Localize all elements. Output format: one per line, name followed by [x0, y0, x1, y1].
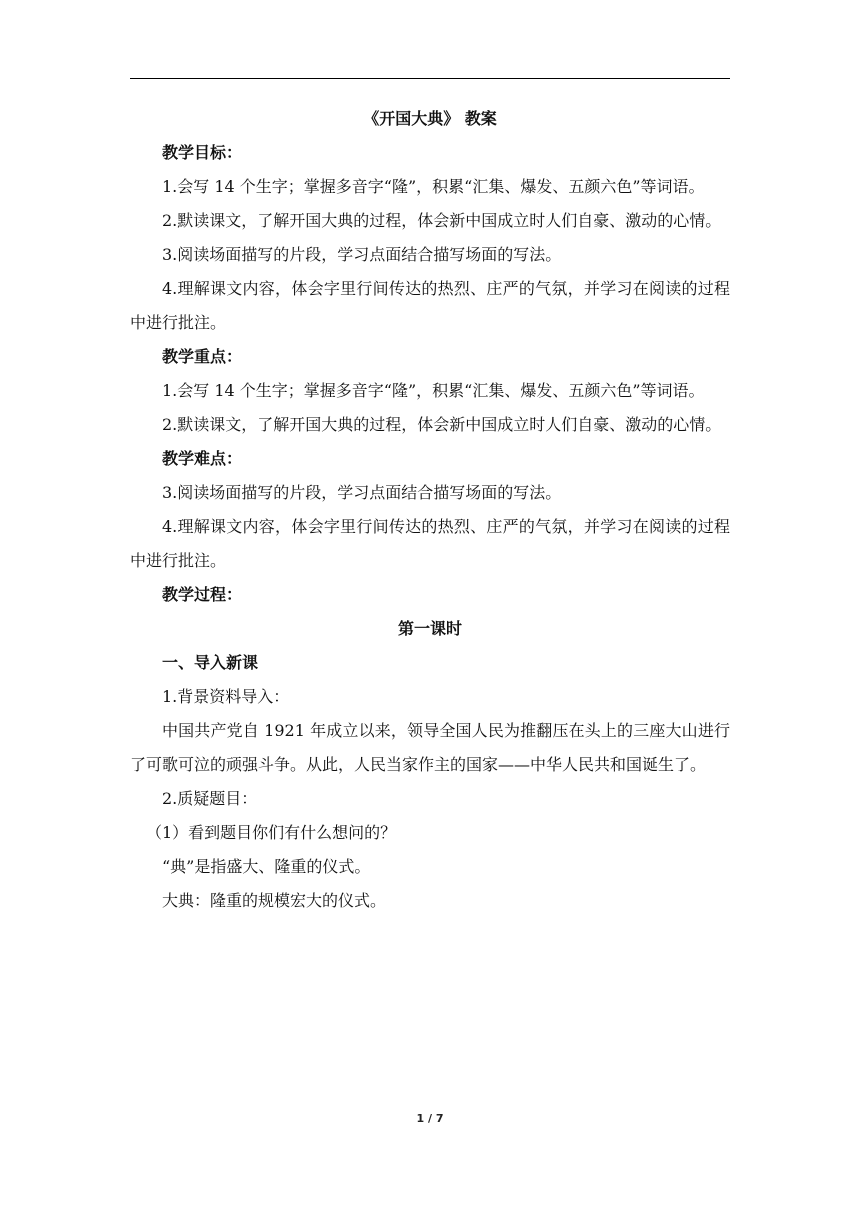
difficulty-item-1: 3.阅读场面描写的片段，学习点面结合描写场面的写法。	[162, 483, 562, 502]
part-one-item-2: 2.质疑题目：	[162, 789, 258, 808]
key-points-heading: 教学重点：	[162, 347, 243, 366]
document-title: 《开国大典》 教案	[363, 109, 497, 128]
difficulties-heading: 教学难点：	[162, 449, 243, 468]
part-one-heading: 一、导入新课	[162, 653, 259, 672]
objective-item-3: 3.阅读场面描写的片段，学习点面结合描写场面的写法。	[162, 245, 562, 264]
page-content	[130, 102, 730, 918]
objective-item-4: 4.理解课文内容，体会字里行间传达的热烈、庄严的气氛，并学习在阅读的过程中进行批注。	[130, 279, 730, 332]
objective-item-1: 1.会写 14 个生字；掌握多音字“隆”，积累“汇集、爆发、五颜六色”等词语。	[162, 177, 705, 196]
key-point-item-2: 2.默读课文，了解开国大典的过程，体会新中国成立时人们自豪、激动的心情。	[162, 415, 722, 434]
lesson-heading: 第一课时	[397, 619, 462, 638]
part-one-dadian-definition: 大典：隆重的规模宏大的仪式。	[162, 891, 387, 910]
objective-item-2: 2.默读课文，了解开国大典的过程，体会新中国成立时人们自豪、激动的心情。	[162, 211, 722, 230]
part-one-question: （1）看到题目你们有什么想问的？	[146, 823, 397, 842]
page-number: 1 / 7	[416, 1112, 444, 1125]
part-one-item-1: 1.背景资料导入：	[162, 687, 290, 706]
difficulty-item-2: 4.理解课文内容，体会字里行间传达的热烈、庄严的气氛，并学习在阅读的过程中进行批注。	[130, 517, 730, 570]
part-one-dian-definition: “典”是指盛大、隆重的仪式。	[162, 857, 371, 876]
objectives-heading: 教学目标：	[162, 143, 243, 162]
part-one-item-1-text: 中国共产党自 1921 年成立以来，领导全国人民为推翻压在头上的三座大山进行了可歌可泣的顽强斗争。从此，人民当家作主的国家——中华人民共和国诞生了。	[130, 721, 730, 774]
key-point-item-1: 1.会写 14 个生字；掌握多音字“隆”，积累“汇集、爆发、五颜六色”等词语。	[162, 381, 705, 400]
header-rule	[130, 78, 730, 79]
process-heading: 教学过程：	[162, 585, 243, 604]
